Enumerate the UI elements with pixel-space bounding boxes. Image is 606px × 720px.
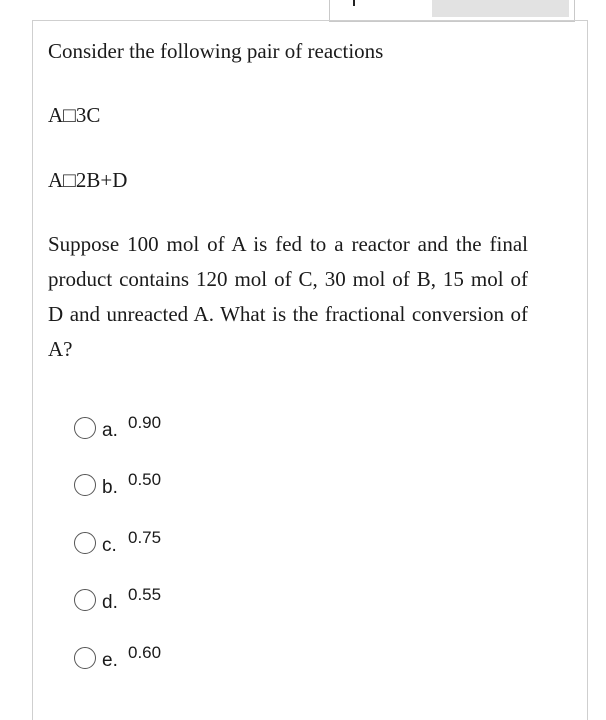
option-letter: a. bbox=[102, 419, 118, 441]
option-letter: b. bbox=[102, 477, 118, 499]
answer-options bbox=[74, 395, 161, 683]
question-intro: Consider the following pair of reactions bbox=[48, 39, 384, 63]
option-c[interactable] bbox=[74, 510, 161, 568]
option-e[interactable] bbox=[74, 625, 161, 683]
option-value: 0.90 bbox=[128, 412, 162, 432]
option-a[interactable] bbox=[74, 395, 161, 453]
top-gray-field bbox=[432, 0, 569, 17]
radio-button[interactable] bbox=[74, 532, 96, 554]
option-value: 0.50 bbox=[128, 470, 162, 490]
option-value: 0.75 bbox=[128, 527, 162, 547]
radio-button[interactable] bbox=[74, 474, 96, 496]
option-value: 0.55 bbox=[128, 585, 162, 605]
option-letter: d. bbox=[102, 592, 118, 614]
radio-button[interactable] bbox=[74, 647, 96, 669]
reaction-2: A□2B+D bbox=[48, 168, 128, 192]
top-divider-tick bbox=[353, 0, 355, 6]
reaction-1: A□3C bbox=[48, 103, 101, 127]
question-body: Suppose 100 mol of A is fed to a reactor and the final product contains 120 mol of C, 30 mol of B, 15 mol of D and unreacted A. What is the fractional conversion of A? bbox=[48, 232, 528, 361]
option-d[interactable] bbox=[74, 568, 161, 626]
radio-button[interactable] bbox=[74, 417, 96, 439]
option-b[interactable] bbox=[74, 453, 161, 511]
option-value: 0.60 bbox=[128, 642, 162, 662]
radio-button[interactable] bbox=[74, 589, 96, 611]
option-letter: e. bbox=[102, 649, 118, 671]
option-letter: c. bbox=[102, 534, 117, 556]
